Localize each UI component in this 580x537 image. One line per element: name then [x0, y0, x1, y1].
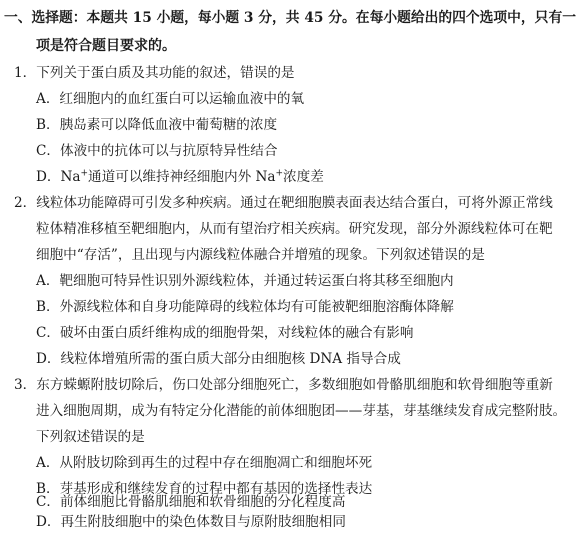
q1-option-d-mid: 通道可以维持神经细胞内外 Na	[88, 169, 276, 185]
q2-option-d: D．线粒体增殖所需的蛋白质大部分由细胞核 DNA 指导合成	[36, 351, 401, 367]
q2-stem-line-3: 细胞中“存活”，且出现与内源线粒体融合并增殖的现象。下列叙述错误的是	[36, 247, 485, 263]
q3-stem-line-2: 进入细胞周期，成为有特定分化潜能的前体细胞团——芽基，芽基继续发育成完整附肢。	[36, 403, 567, 419]
q1-option-c: C．体液中的抗体可以与抗原特异性结合	[36, 143, 278, 159]
section-heading-mid2: 分，共	[253, 10, 305, 26]
q1-stem: 1．下列关于蛋白质及其功能的叙述，错误的是	[14, 65, 295, 81]
q3-option-b: B．芽基形成和继续发育的过程中都有基因的选择性表达	[36, 481, 373, 497]
q1-option-d	[36, 167, 324, 187]
q1-option-a: A．红细胞内的血红蛋白可以运输血液中的氧	[36, 91, 305, 107]
section-heading-mid1: 小题，每小题	[151, 10, 244, 26]
q2-stem-line-1: 2．线粒体功能障碍可引发多种疾病。通过在靶细胞膜表面表达结合蛋白，可将外源正常线	[14, 195, 553, 211]
q3-option-d: D．再生附肢细胞中的染色体数目与原附肢细胞相同	[36, 514, 346, 530]
section-heading-post: 分。在每小题给出的四个选项中，只有一	[323, 10, 576, 26]
section-heading-pre: 一、选择题：本题共	[4, 10, 133, 26]
q1-option-d-post: 浓度差	[283, 169, 324, 185]
q3-option-c: C．前体细胞比骨骼肌细胞和软骨细胞的分化程度高	[36, 494, 346, 510]
q3-option-a: A．从附肢切除到再生的过程中存在细胞凋亡和细胞坏死	[36, 455, 373, 471]
q2-option-a: A．靶细胞可特异性识别外源线粒体，并通过转运蛋白将其移至细胞内	[36, 273, 454, 289]
section-heading-line-1	[4, 8, 576, 28]
q1-option-b: B．胰岛素可以降低血液中葡萄糖的浓度	[36, 117, 278, 133]
q3-stem-line-3: 下列叙述错误的是	[36, 429, 145, 445]
points-per-question: 3	[243, 10, 254, 26]
total-points: 45	[304, 10, 324, 26]
q1-option-d-sup2: +	[275, 168, 284, 179]
q2-stem-line-2: 粒体精准移植至靶细胞内，从而有望治疗相关疾病。研究发现，部分外源线粒体可在靶	[36, 221, 553, 237]
q3-stem-line-1: 3．东方蝾螈附肢切除后，伤口处部分细胞死亡，多数细胞如骨骼肌细胞和软骨细胞等重新	[14, 377, 553, 393]
q1-option-d-sup1: +	[80, 168, 89, 179]
q2-option-c: C．破坏由蛋白质纤维构成的细胞骨架，对线粒体的融合有影响	[36, 325, 414, 341]
question-count: 15	[132, 10, 152, 26]
section-heading-line-2: 项是符合题目要求的。	[36, 38, 176, 54]
q2-option-b: B．外源线粒体和自身功能障碍的线粒体均有可能被靶细胞溶酶体降解	[36, 299, 454, 315]
q1-option-d-pre: D．Na	[36, 169, 81, 185]
